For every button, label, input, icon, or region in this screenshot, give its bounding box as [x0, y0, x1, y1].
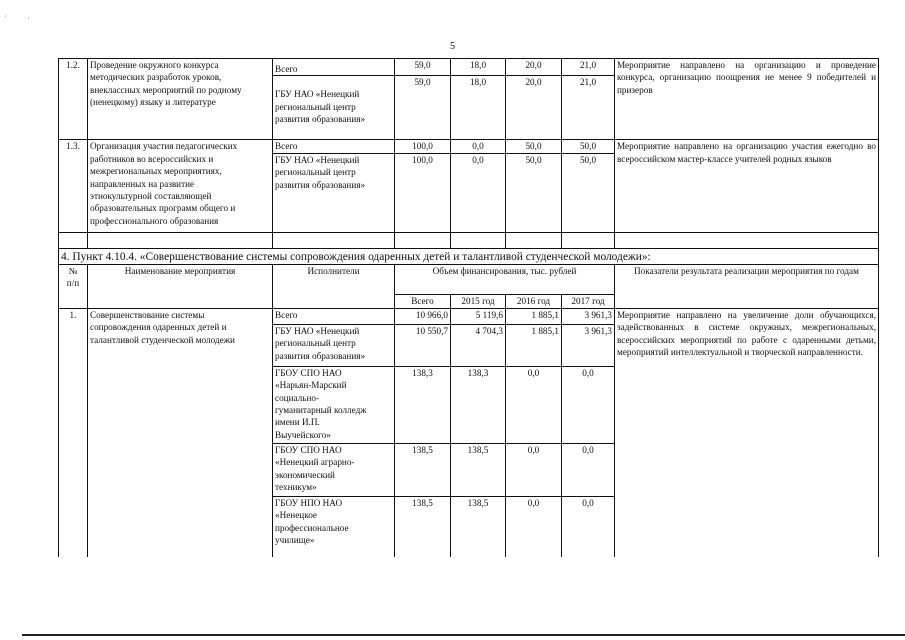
amount-2015: 4 704,3	[451, 324, 506, 366]
amount-2017: 3 961,3	[562, 308, 615, 324]
executor-cell: Всего	[273, 140, 395, 153]
amount-2017: 0,0	[562, 496, 615, 557]
page-bottom-rule	[22, 634, 905, 636]
amount-2016: 0,0	[506, 366, 562, 443]
amount-2017: 3 961,3	[562, 324, 615, 366]
amount-total: 100,0	[395, 140, 451, 153]
amount-total: 138,5	[395, 496, 451, 557]
table-row	[59, 232, 879, 248]
amount-total: 59,0	[395, 59, 451, 76]
row-number: 1.2.	[59, 59, 88, 140]
amount-2017: 50,0	[562, 153, 615, 232]
header-2016: 2016 год	[506, 294, 562, 308]
amount-2015: 0,0	[451, 140, 506, 153]
table-row	[59, 140, 879, 153]
header-funding: Объем финансирования, тыс. рублей	[395, 264, 615, 294]
table-row	[59, 248, 879, 264]
executor-cell: ГБОУ НПО НАО «Ненецкое профессиональное училище»	[273, 496, 395, 557]
amount-2016: 20,0	[506, 76, 562, 140]
header-row	[59, 264, 879, 294]
header-num: № п/п	[59, 264, 88, 308]
amount-total: 138,3	[395, 366, 451, 443]
header-total: Всего	[395, 294, 451, 308]
empty-cell	[615, 232, 879, 248]
executor-cell: Всего	[273, 59, 395, 76]
result-text: Мероприятие направлено на организацию и проведение конкурса, организацию поощрения не менее 9 победителей и призеров	[615, 59, 879, 140]
amount-total: 10 966,0	[395, 308, 451, 324]
header-results: Показатели результата реализации мероприятия по годам	[615, 264, 879, 308]
amount-2015: 18,0	[451, 59, 506, 76]
activity-name: Организация участия педагогических работников во всероссийских и межрегиональных мероприятиях, направленных на развитие этнокультурной составляющей образовательных программ общего и профессионального образования	[88, 140, 273, 232]
program-table	[58, 58, 879, 557]
amount-2017: 21,0	[562, 59, 615, 76]
amount-2015: 138,3	[451, 366, 506, 443]
amount-2016: 0,0	[506, 496, 562, 557]
result-text: Мероприятие направлено на организацию участия ежегодно во всероссийском мастер-классе учителей родных языков	[615, 140, 879, 232]
section-title: 4. Пункт 4.10.4. «Совершенствование системы сопровождения одаренных детей и талантливой студенческой молодежи»:	[59, 248, 879, 264]
empty-cell	[395, 232, 451, 248]
amount-2017: 0,0	[562, 443, 615, 496]
amount-2016: 1 885,1	[506, 308, 562, 324]
amount-2017: 50,0	[562, 140, 615, 153]
executor-cell: ГБУ НАО «Ненецкий региональный центр развития образования»	[273, 324, 395, 366]
empty-cell	[562, 232, 615, 248]
amount-2015: 18,0	[451, 76, 506, 140]
amount-2016: 0,0	[506, 443, 562, 496]
amount-total: 10 550,7	[395, 324, 451, 366]
empty-cell	[273, 232, 395, 248]
header-2015: 2015 год	[451, 294, 506, 308]
result-text: Мероприятие направлено на увеличение доли обучающихся, задействованных в системе окружных, межрегиональных, всероссийских мероприятий по работе с одаренными детьми, мероприятий интеллектуальной и творческой направленности.	[615, 308, 879, 557]
amount-2017: 0,0	[562, 366, 615, 443]
executor-cell: ГБУ НАО «Ненецкий региональный центр развития образования»	[273, 76, 395, 140]
amount-total: 59,0	[395, 76, 451, 140]
empty-cell	[59, 232, 88, 248]
executor-cell: ГБОУ СПО НАО «Ненецкий аграрно- экономический техникум»	[273, 443, 395, 496]
executor-cell: ГБУ НАО «Ненецкий региональный центр развития образования»	[273, 153, 395, 232]
amount-2015: 0,0	[451, 153, 506, 232]
empty-cell	[88, 232, 273, 248]
amount-2015: 138,5	[451, 496, 506, 557]
page-number: 5	[450, 41, 455, 52]
amount-2016: 20,0	[506, 59, 562, 76]
amount-2016: 1 885,1	[506, 324, 562, 366]
amount-2017: 21,0	[562, 76, 615, 140]
amount-2015: 5 119,6	[451, 308, 506, 324]
activity-name: Проведение окружного конкурса методических разработок уроков, внеклассных мероприятий по родному (ненецкому) языку и литературе	[88, 59, 273, 140]
scan-artifact: ˙	[4, 14, 7, 23]
executor-cell: Всего	[273, 308, 395, 324]
amount-total: 100,0	[395, 153, 451, 232]
empty-cell	[451, 232, 506, 248]
row-number: 1.	[59, 308, 88, 557]
amount-2016: 50,0	[506, 153, 562, 232]
scan-artifact: ˙	[27, 16, 30, 25]
empty-cell	[506, 232, 562, 248]
row-number: 1.3.	[59, 140, 88, 232]
activity-name: Совершенствование системы сопровождения одаренных детей и талантливой студенческой молодежи	[88, 308, 273, 557]
amount-2016: 50,0	[506, 140, 562, 153]
table-row	[59, 308, 879, 324]
amount-2015: 138,5	[451, 443, 506, 496]
table-row	[59, 59, 879, 76]
header-2017: 2017 год	[562, 294, 615, 308]
header-executors: Исполнители	[273, 264, 395, 308]
executor-cell: ГБОУ СПО НАО «Нарьян-Марский социально- гуманитарный колледж имени И.П. Выучейского»	[273, 366, 395, 443]
amount-total: 138,5	[395, 443, 451, 496]
header-name: Наименование мероприятия	[88, 264, 273, 308]
